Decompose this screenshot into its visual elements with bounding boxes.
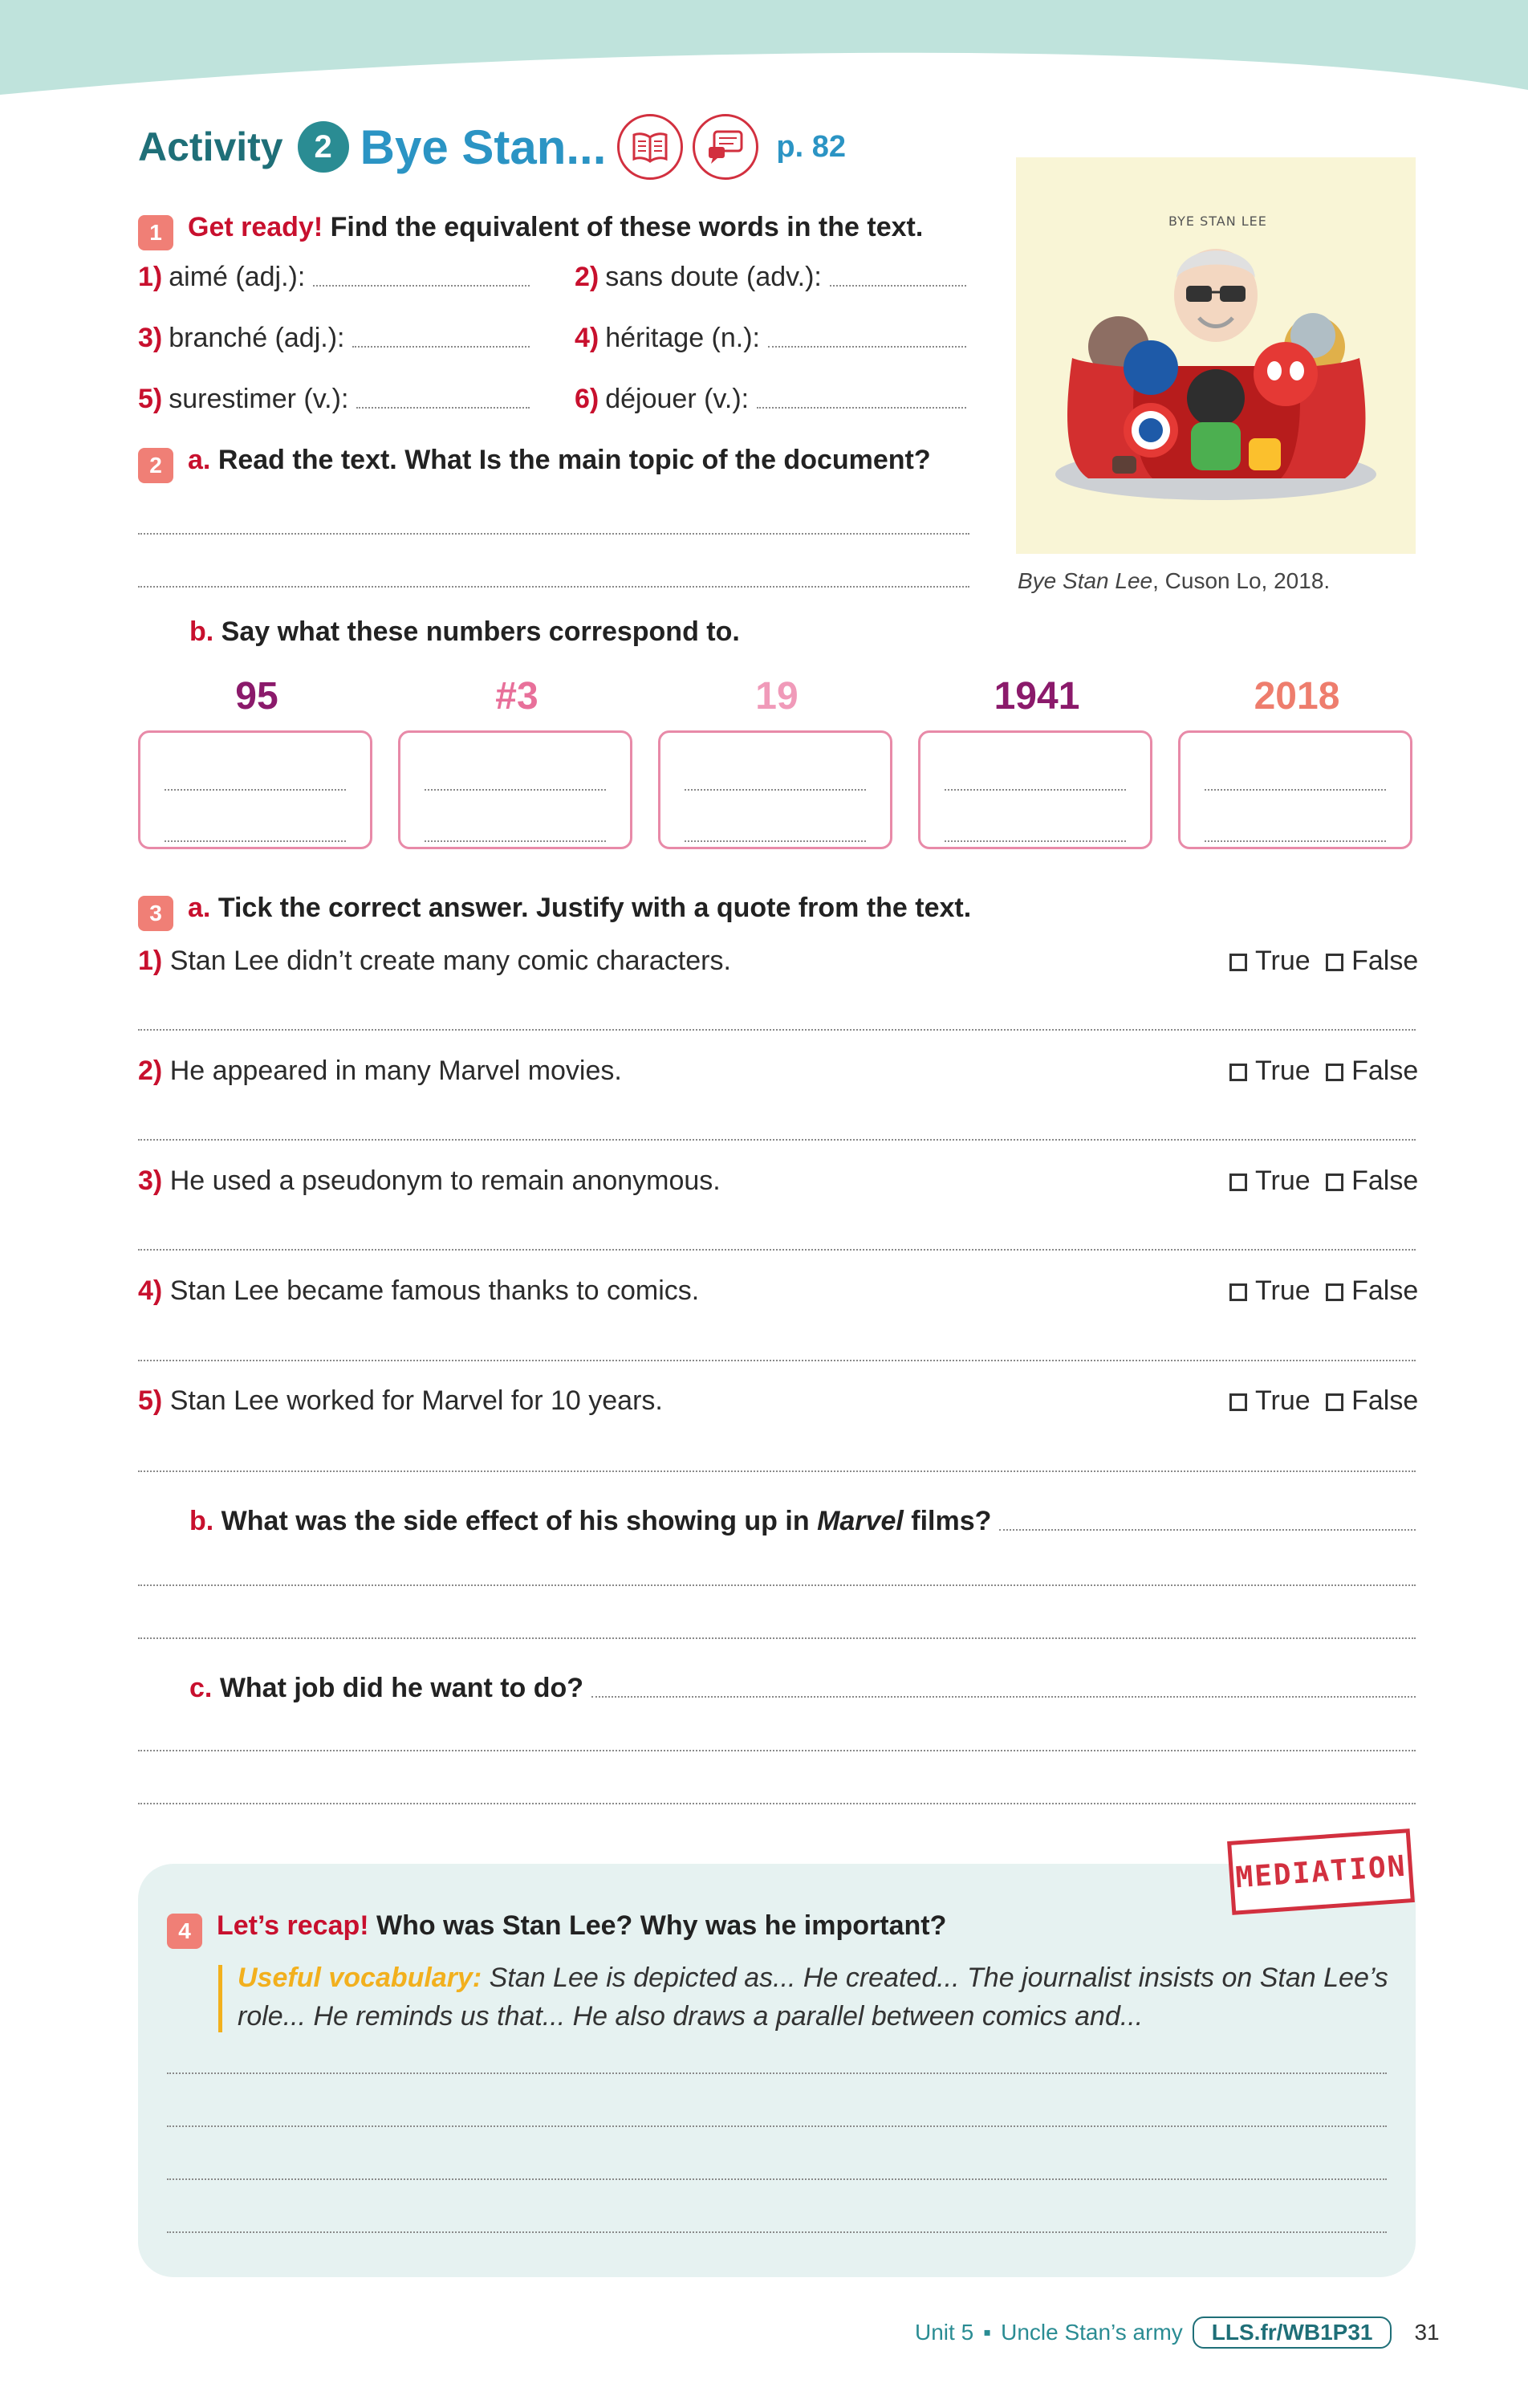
q3b-prompt-end: films? bbox=[911, 1506, 992, 1536]
mediation-stamp: MEDIATION bbox=[1227, 1828, 1415, 1915]
answer-line[interactable] bbox=[313, 285, 530, 287]
question-4-heading bbox=[167, 1910, 946, 1949]
true-false-choice bbox=[1229, 1165, 1418, 1197]
true-false-choice bbox=[1229, 1056, 1418, 1087]
true-label: True bbox=[1255, 1275, 1311, 1306]
number-answer-box[interactable] bbox=[138, 730, 372, 849]
statement-text: He used a pseudonym to remain anonymous. bbox=[169, 1165, 721, 1196]
statement-text: Stan Lee became famous thanks to comics. bbox=[169, 1275, 700, 1306]
page-number: 31 bbox=[1414, 2320, 1440, 2345]
false-checkbox[interactable] bbox=[1326, 954, 1343, 971]
statement-4 bbox=[138, 1275, 699, 1307]
question-3a-heading bbox=[138, 893, 971, 931]
answer-line[interactable] bbox=[138, 1360, 1416, 1361]
question-number-badge: 1 bbox=[138, 215, 173, 250]
footer-bullet: ▪ bbox=[983, 2320, 992, 2345]
q2a-letter: a. bbox=[188, 445, 211, 475]
true-checkbox[interactable] bbox=[1229, 1064, 1247, 1081]
answer-line[interactable] bbox=[138, 586, 969, 588]
q3b-letter: b. bbox=[189, 1506, 214, 1536]
q1-prompt: Find the equivalent of these words in the text. bbox=[330, 212, 924, 242]
false-checkbox[interactable] bbox=[1326, 1064, 1343, 1081]
question-3b bbox=[189, 1506, 1416, 1537]
footer bbox=[915, 2316, 1440, 2349]
vocab-item-2[interactable] bbox=[575, 262, 966, 293]
vocab-item-5[interactable] bbox=[138, 384, 530, 415]
statement-3 bbox=[138, 1165, 721, 1197]
caption-title: Bye Stan Lee bbox=[1018, 568, 1153, 593]
answer-line[interactable] bbox=[167, 2178, 1387, 2180]
item-text: sans doute (adv.): bbox=[605, 262, 822, 292]
answer-line[interactable] bbox=[830, 285, 966, 287]
number-label: 95 bbox=[235, 675, 278, 718]
false-label: False bbox=[1351, 1275, 1419, 1306]
false-label: False bbox=[1351, 1165, 1419, 1196]
question-number-badge: 4 bbox=[167, 1914, 202, 1949]
answer-line[interactable] bbox=[138, 1750, 1416, 1751]
answer-line[interactable] bbox=[352, 346, 530, 348]
cartoon-illustration bbox=[1016, 157, 1416, 554]
false-checkbox[interactable] bbox=[1326, 1283, 1343, 1301]
statement-2 bbox=[138, 1056, 622, 1087]
item-text: surestimer (v.): bbox=[169, 384, 349, 414]
q2b-letter: b. bbox=[189, 616, 214, 647]
answer-line[interactable] bbox=[138, 1249, 1416, 1251]
question-number-badge: 3 bbox=[138, 896, 173, 931]
true-label: True bbox=[1255, 1385, 1311, 1416]
false-checkbox[interactable] bbox=[1326, 1393, 1343, 1411]
number-label: #3 bbox=[495, 675, 538, 718]
speech-bubble-icon[interactable] bbox=[693, 114, 758, 180]
item-number: 3) bbox=[138, 323, 163, 353]
q4-prompt: Who was Stan Lee? Why was he important? bbox=[376, 1910, 947, 1941]
true-label: True bbox=[1255, 1056, 1311, 1086]
statement-number: 1) bbox=[138, 946, 163, 976]
statement-text: Stan Lee didn’t create many comic characters. bbox=[169, 946, 731, 976]
answer-line[interactable] bbox=[591, 1696, 1416, 1698]
number-answer-box[interactable] bbox=[1178, 730, 1412, 849]
footer-link[interactable]: LLS.fr/WB1P31 bbox=[1193, 2316, 1392, 2349]
item-number: 5) bbox=[138, 384, 163, 414]
statement-number: 2) bbox=[138, 1056, 163, 1086]
footer-unit-title: Uncle Stan’s army bbox=[1001, 2320, 1183, 2345]
statement-text: Stan Lee worked for Marvel for 10 years. bbox=[169, 1385, 663, 1416]
true-label: True bbox=[1255, 946, 1311, 976]
answer-line[interactable] bbox=[138, 1637, 1416, 1639]
statement-number: 3) bbox=[138, 1165, 163, 1196]
illustration-caption bbox=[1018, 568, 1330, 594]
question-3c bbox=[189, 1673, 1416, 1704]
false-checkbox[interactable] bbox=[1326, 1173, 1343, 1191]
answer-line[interactable] bbox=[356, 407, 530, 409]
q1-lead: Get ready! bbox=[188, 212, 323, 242]
useful-vocabulary bbox=[238, 1959, 1393, 2036]
vocab-text: Stan Lee is depicted as... He created... The journalist insists on Stan Lee’s role... He reminds us that... He also draws a parallel between comics and... bbox=[238, 1963, 1388, 2032]
vocab-item-1[interactable] bbox=[138, 262, 530, 293]
true-checkbox[interactable] bbox=[1229, 1393, 1247, 1411]
activity-number-badge: 2 bbox=[298, 121, 349, 173]
true-false-choice bbox=[1229, 1275, 1418, 1307]
true-checkbox[interactable] bbox=[1229, 954, 1247, 971]
answer-line[interactable] bbox=[138, 533, 969, 535]
top-decorative-band bbox=[0, 0, 1528, 96]
item-number: 2) bbox=[575, 262, 599, 292]
answer-line[interactable] bbox=[138, 1584, 1416, 1586]
answer-line[interactable] bbox=[167, 2072, 1387, 2074]
caption-rest: , Cuson Lo, 2018. bbox=[1152, 568, 1331, 593]
true-checkbox[interactable] bbox=[1229, 1173, 1247, 1191]
q3b-prompt-emphasis: Marvel bbox=[817, 1506, 904, 1536]
statement-text: He appeared in many Marvel movies. bbox=[169, 1056, 622, 1086]
activity-title: Bye Stan... bbox=[360, 120, 607, 174]
item-number: 6) bbox=[575, 384, 599, 414]
q3c-prompt: What job did he want to do? bbox=[219, 1673, 584, 1703]
answer-line[interactable] bbox=[138, 1470, 1416, 1472]
question-2a-heading bbox=[138, 445, 931, 483]
false-label: False bbox=[1351, 1385, 1419, 1416]
vocab-bar bbox=[218, 1965, 222, 2032]
activity-word: Activity bbox=[138, 124, 283, 169]
vocab-item-3[interactable] bbox=[138, 323, 530, 354]
false-label: False bbox=[1351, 946, 1419, 976]
number-label: 2018 bbox=[1254, 675, 1340, 718]
statement-number: 5) bbox=[138, 1385, 163, 1416]
q3a-letter: a. bbox=[188, 893, 211, 923]
true-false-choice bbox=[1229, 1385, 1418, 1417]
vocab-item-6[interactable] bbox=[575, 384, 966, 415]
q4-lead: Let’s recap! bbox=[217, 1910, 369, 1941]
true-checkbox[interactable] bbox=[1229, 1283, 1247, 1301]
book-icon[interactable] bbox=[617, 114, 683, 180]
number-label: 1941 bbox=[994, 675, 1080, 718]
page-reference[interactable]: p. 82 bbox=[776, 129, 847, 164]
question-number-badge: 2 bbox=[138, 448, 173, 483]
false-label: False bbox=[1351, 1056, 1419, 1086]
question-2b-heading bbox=[189, 616, 740, 648]
item-number: 1) bbox=[138, 262, 163, 292]
statement-1 bbox=[138, 946, 731, 977]
true-label: True bbox=[1255, 1165, 1311, 1196]
answer-line[interactable] bbox=[999, 1529, 1416, 1531]
true-false-choice bbox=[1229, 946, 1418, 977]
answer-line[interactable] bbox=[138, 1139, 1416, 1141]
statement-number: 4) bbox=[138, 1275, 163, 1306]
vocab-label: Useful vocabulary: bbox=[238, 1963, 482, 1993]
vocab-item-4[interactable] bbox=[575, 323, 966, 354]
number-answer-box[interactable] bbox=[658, 730, 892, 849]
item-text: déjouer (v.): bbox=[605, 384, 750, 414]
footer-unit: Unit 5 bbox=[915, 2320, 974, 2345]
q2b-prompt: Say what these numbers correspond to. bbox=[221, 616, 740, 647]
q3c-letter: c. bbox=[189, 1673, 213, 1703]
activity-header bbox=[138, 111, 846, 183]
answer-line[interactable] bbox=[167, 2125, 1387, 2127]
item-number: 4) bbox=[575, 323, 599, 353]
q3b-prompt-start: What was the side effect of his showing up in bbox=[221, 1506, 810, 1536]
q3a-prompt: Tick the correct answer. Justify with a quote from the text. bbox=[217, 893, 972, 923]
item-text: héritage (n.): bbox=[605, 323, 760, 353]
item-text: aimé (adj.): bbox=[169, 262, 306, 292]
question-1-heading bbox=[138, 212, 923, 250]
statement-5 bbox=[138, 1385, 663, 1417]
answer-line[interactable] bbox=[138, 1029, 1416, 1031]
q2a-prompt: Read the text. What Is the main topic of the document? bbox=[217, 445, 931, 475]
number-label: 19 bbox=[755, 675, 799, 718]
number-answer-box[interactable] bbox=[918, 730, 1152, 849]
illustration-inner-label: BYE STAN LEE bbox=[1168, 214, 1267, 229]
number-answer-box[interactable] bbox=[398, 730, 632, 849]
answer-line[interactable] bbox=[138, 1803, 1416, 1804]
answer-line[interactable] bbox=[757, 407, 966, 409]
answer-line[interactable] bbox=[167, 2231, 1387, 2233]
answer-line[interactable] bbox=[768, 346, 966, 348]
item-text: branché (adj.): bbox=[169, 323, 345, 353]
